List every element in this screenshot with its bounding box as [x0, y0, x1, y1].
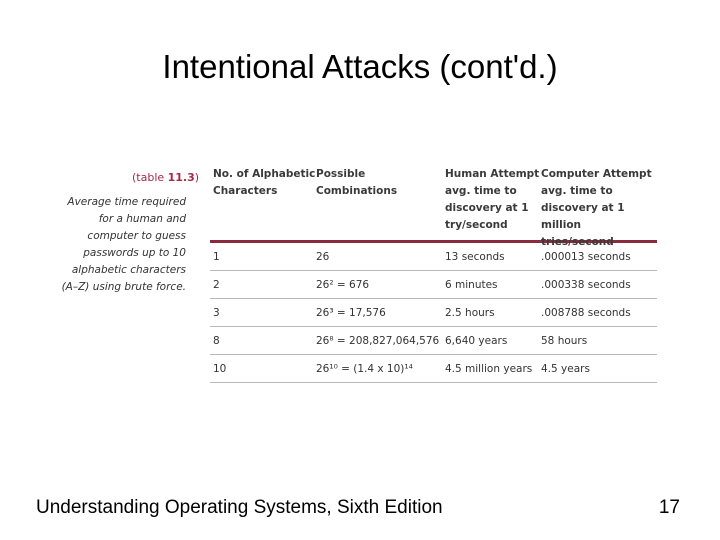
header-characters: No. of Alphabetic Characters [213, 168, 316, 197]
cell-combinations: 26¹⁰ = (1.4 x 10)¹⁴ [316, 362, 413, 375]
table-row [210, 271, 657, 299]
table-header-row [210, 166, 657, 248]
cell-human-time: 4.5 million years [445, 362, 533, 375]
page-number: 17 [658, 497, 680, 518]
cell-combinations: 26³ = 17,576 [316, 306, 386, 319]
cell-combinations: 26² = 676 [316, 278, 370, 291]
cell-human-time: 13 seconds [445, 250, 505, 263]
cell-characters: 3 [213, 306, 220, 319]
cell-computer-time: .000013 seconds [541, 250, 631, 263]
table-number-label [132, 171, 199, 184]
cell-computer-time: 4.5 years [541, 362, 590, 375]
cell-computer-time: 58 hours [541, 334, 588, 347]
header-combinations: Possible Combinations [316, 168, 398, 197]
cell-combinations: 26⁸ = 208,827,064,576 [316, 334, 440, 347]
cell-characters: 10 [213, 362, 227, 375]
cell-human-time: 6 minutes [445, 278, 498, 291]
table-prefix: (table [132, 171, 168, 184]
header-human-attempt: Human Attempt avg. time to discovery at 1 try/second [445, 168, 540, 231]
header-computer-attempt: Computer Attempt avg. time to discovery at 1 million tries/second [541, 168, 652, 248]
table-caption: Average time required for a human and computer to guess passwords up to 10 alphabetic characters (A–Z) using brute force. [61, 196, 186, 293]
cell-human-time: 2.5 hours [445, 306, 495, 319]
cell-characters: 8 [213, 334, 220, 347]
cell-human-time: 6,640 years [445, 334, 508, 347]
table-row [210, 299, 657, 327]
table-number: 11.3 [167, 171, 195, 184]
cell-computer-time: .008788 seconds [541, 306, 631, 319]
cell-combinations: 26 [316, 250, 330, 263]
password-guess-table [210, 166, 657, 383]
table-row [210, 327, 657, 355]
table-row [210, 355, 657, 383]
cell-characters: 2 [213, 278, 220, 291]
slide-title: Intentional Attacks (cont'd.) [162, 48, 558, 85]
table-suffix: ) [194, 171, 200, 184]
cell-computer-time: .000338 seconds [541, 278, 631, 291]
footer-text: Understanding Operating Systems, Sixth Edition [36, 497, 443, 518]
cell-characters: 1 [213, 250, 220, 263]
